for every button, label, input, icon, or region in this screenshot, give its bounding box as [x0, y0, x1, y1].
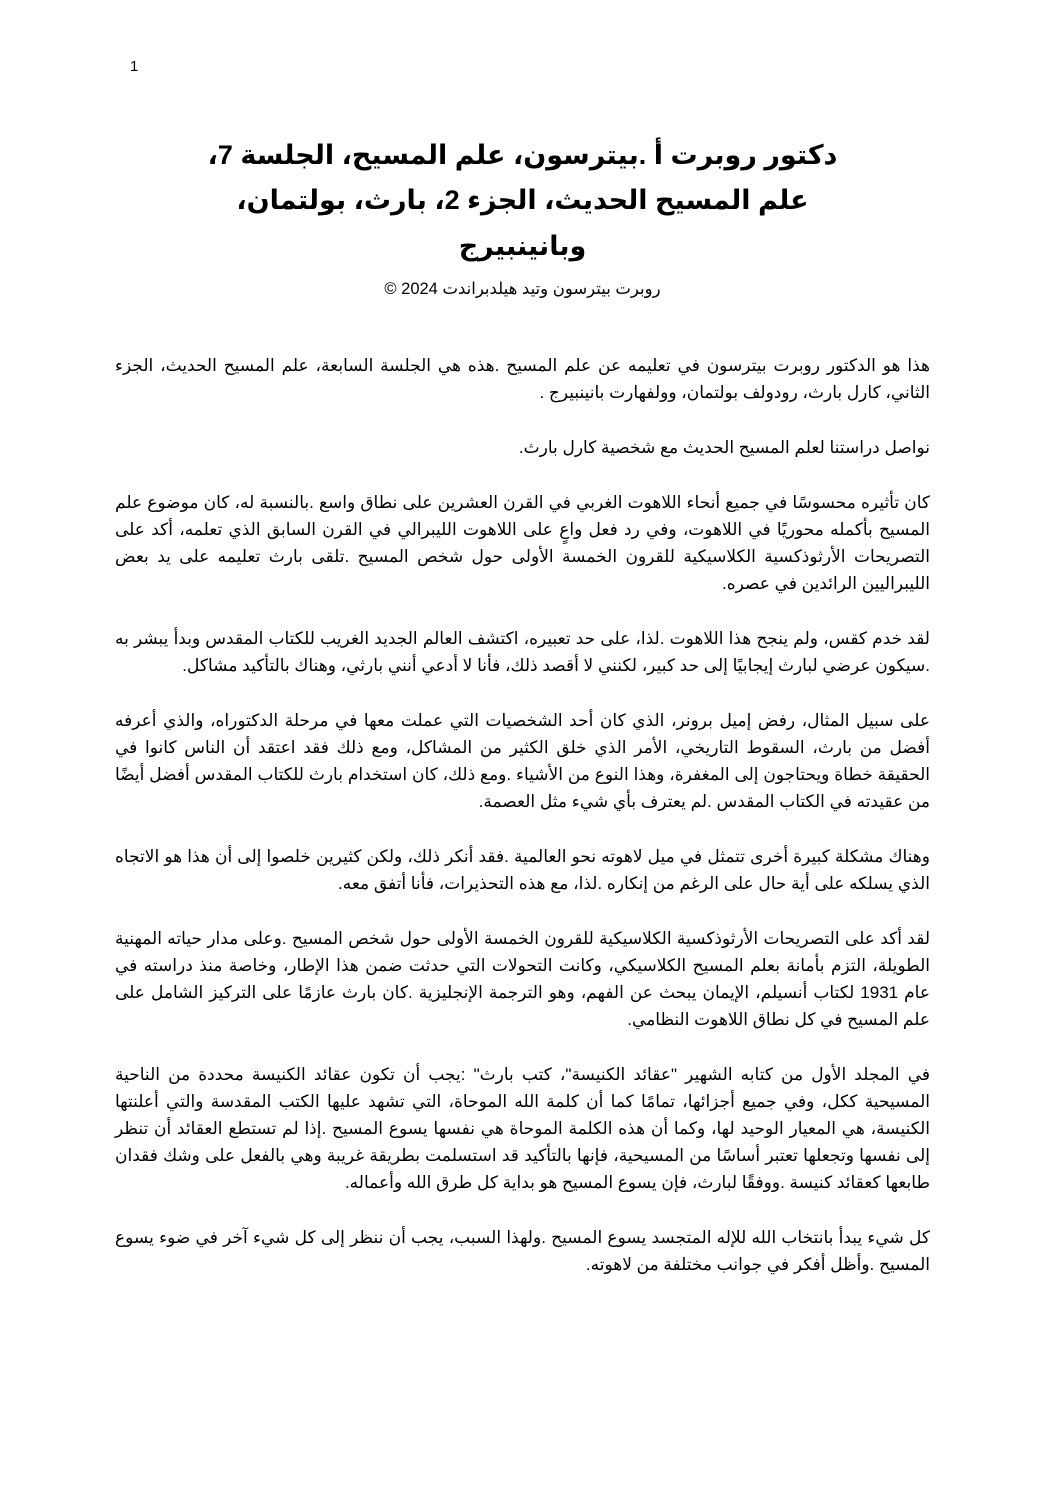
- copyright-line: روبرت بيترسون وتيد هيلدبراندت 2024 ©: [384, 280, 661, 299]
- paragraph-5: على سبيل المثال، رفض إميل برونر، الذي كان أحد الشخصيات التي عملت معها في مرحلة الدكتوراه، والذي أعرفه أفضل من بارث، السقوط التاريخي، الأمر الذي خلق الكثير من المشاكل، ومع ذلك فقد اعتقد أن الناس كانوا في الحقيقة خطاة ويحتاجون إلى المغفرة، وهذا النوع من الأشياء .ومع ذلك، كان استخدام بارث للكتاب المقدس أفضل أيضًا من عقيدته في الكتاب المقدس .لم يعترف بأي شيء مثل العصمة.: [115, 710, 930, 811]
- paragraph-7: لقد أكد على التصريحات الأرثوذكسية الكلاسيكية للقرون الخمسة الأولى حول شخص المسيح .وعلى مدار حياته المهنية الطويلة، التزم بأمانة بعلم المسيح الكلاسيكي، وكانت التحولات التي حدثت ضمن هذا الإطار، وخاصة منذ دراسته في عام 1931 لكتاب أنسيلم، الإيمان يبحث عن الفهم، وهو الترجمة الإنجليزية .كان بارث عازمًا على التركيز الشامل على علم المسيح في كل نطاق اللاهوت النظامي.: [115, 928, 930, 1029]
- title-line-3: وبانينبيرج: [458, 230, 587, 261]
- paragraph-3: كان تأثيره محسوسًا في جميع أنحاء اللاهوت الغربي في القرن العشرين على نطاق واسع .بالنسبة له، كان موضوع علم المسيح بأكمله محوريًا في اللاهوت، وفي رد فعل واعٍ على اللاهوت الليبرالي في القرن السابق الذي تعلمه، أكد على التصريحات الأرثوذكسية الكلاسيكية للقرون الخمسة الأولى حول شخص المسيح .تلقى بارث تعليمه على يد بعض الليبراليين الرائدين في عصره.: [115, 492, 930, 593]
- paragraph-1: هذا هو الدكتور روبرت بيترسون في تعليمه عن علم المسيح .هذه هي الجلسة السابعة، علم المسيح الحديث، الجزء الثاني، كارل بارث، رودولف بولتمان، وولفهارت بانينبيرج .: [115, 355, 930, 402]
- document-body: [115, 352, 930, 1278]
- title-line-2: علم المسيح الحديث، الجزء 2، بارث، بولتمان،: [236, 185, 809, 216]
- title-line-1: دكتور روبرت أ .بيترسون، علم المسيح، الجلسة 7،: [207, 140, 838, 170]
- paragraph-6: وهناك مشكلة كبيرة أخرى تتمثل في ميل لاهوته نحو العالمية .فقد أنكر ذلك، ولكن كثيرين خلصوا إلى أن هذا هو الاتجاه الذي يسلكه على أية حال على الرغم من إنكاره .لذا، مع هذه التحذيرات، فأنا أتفق معه.: [115, 846, 930, 893]
- page-number: 1: [130, 58, 139, 75]
- paragraph-4: لقد خدم كقس، ولم ينجح هذا اللاهوت .لذا، على حد تعبيره، اكتشف العالم الجديد الغريب للكتاب المقدس وبدأ يبشر به .سيكون عرضي لبارث إيجابيًا إلى حد كبير، لكنني لا أقصد ذلك، فأنا لا أدعي أنني بارثي، وهناك بالتأكيد مشاكل.: [115, 628, 930, 675]
- paragraph-2: نواصل دراستنا لعلم المسيح الحديث مع شخصية كارل بارث.: [518, 437, 930, 457]
- document-content: [115, 133, 930, 1278]
- paragraph-9: كل شيء يبدأ بانتخاب الله للإله المتجسد يسوع المسيح .ولهذا السبب، يجب أن ننظر إلى كل شيء آخر في ضوء يسوع المسيح .وأظل أفكر في جوانب مختلفة من لاهوته.: [115, 1227, 930, 1274]
- document-title: [115, 133, 930, 269]
- paragraph-8: في المجلد الأول من كتابه الشهير "عقائد الكنيسة"، كتب بارث" :يجب أن تكون عقائد الكنيسة محددة من الناحية المسيحية ككل، وفي جميع أجزائها، تمامًا كما أن كلمة الله الموحاة، التي تشهد عليها الكتب المقدسة والتي أعلنتها الكنيسة، هي المعيار الوحيد لها، وكما أن هذه الكلمة الموحاة هي نفسها يسوع المسيح .إذا لم تستطع العقائد أن تنظر إلى نفسها وتجعلها تعتبر أساسًا من المسيحية، فإنها بالتأكيد قد استسلمت بطريقة غريبة وهي بالفعل على وشك فقدان طابعها كعقائد كنيسة .ووفقًا لبارث، فإن يسوع المسيح هو بداية كل طرق الله وأعماله.: [115, 1064, 930, 1192]
